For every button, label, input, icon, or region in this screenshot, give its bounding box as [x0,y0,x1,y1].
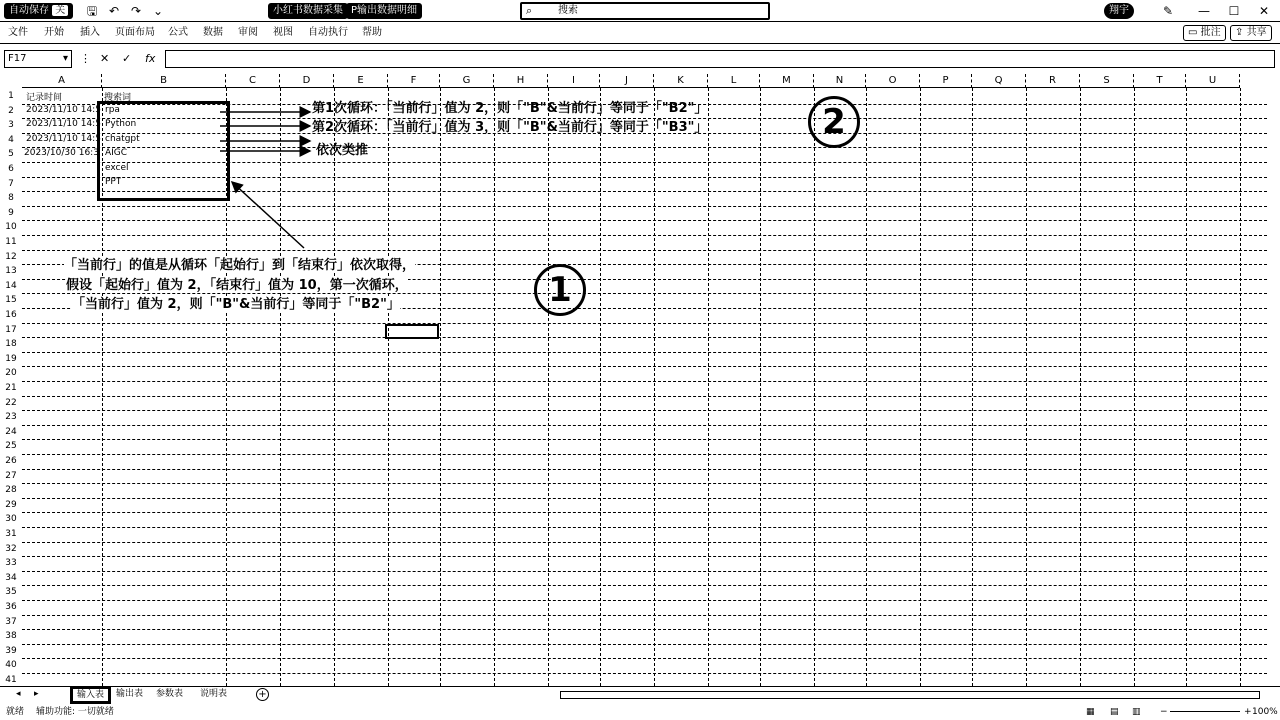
row-gridline [22,469,1267,470]
row-header[interactable]: 9 [8,207,14,218]
column-header[interactable]: C [226,74,280,88]
column-header[interactable]: B [102,74,226,88]
tab-formulas[interactable]: 公式 [168,27,188,38]
maximize-button[interactable]: ☐ [1228,4,1240,18]
row-header[interactable]: 5 [8,149,14,160]
column-gridline [972,88,973,686]
annotation-explain-1: 「当前行」的值是从循环「起始行」到「结束行」依次取得， [64,258,416,273]
row-gridline [22,483,1267,484]
cell-A4[interactable]: 2023/11/10 14:5 [26,134,101,144]
row-gridline [22,673,1267,674]
column-header[interactable]: N [814,74,866,88]
more-icon[interactable]: ⌄ [152,4,164,18]
column-gridline [920,88,921,686]
cell-B6[interactable]: excel [105,163,129,173]
row-gridline [22,615,1267,616]
column-header[interactable]: R [1026,74,1080,88]
row-gridline [22,410,1267,411]
column-header[interactable]: L [708,74,760,88]
row-gridline [22,352,1267,353]
highlight-box [97,101,230,201]
row-header[interactable]: 4 [8,134,14,145]
share-icon: ⇪ [1235,27,1244,38]
row-header[interactable]: 13 [5,266,17,277]
cell-A5[interactable]: 2023/10/30 16:3 [24,148,99,158]
tab-home[interactable]: 开始 [44,27,64,38]
row-header[interactable]: 35 [5,587,17,598]
row-gridline [22,556,1267,557]
undo-icon[interactable]: ↶ [108,4,120,18]
step-1-badge: 1 [534,264,586,316]
cell-A2[interactable]: 2023/11/10 14:5 [26,105,101,115]
column-header[interactable]: U [1186,74,1240,88]
column-header[interactable]: P [920,74,972,88]
cell-B4[interactable]: chatgpt [105,134,140,144]
row-gridline [22,439,1267,440]
normal-view-icon[interactable]: ▦ [1086,707,1095,717]
column-gridline [494,88,495,686]
row-header[interactable]: 19 [5,353,17,364]
row-header[interactable]: 18 [5,339,17,350]
row-gridline [22,629,1267,630]
row-gridline [22,206,1267,207]
chevron-down-icon: ▾ [62,53,68,64]
row-gridline [22,585,1267,586]
row-gridline [22,512,1267,513]
search-placeholder: 搜索 [558,5,578,16]
row-gridline [22,527,1267,528]
ribbon-tabs [0,22,1280,44]
column-gridline [1026,88,1027,686]
save-icon[interactable]: 🖫 [86,4,98,18]
column-gridline [708,88,709,686]
column-gridline [388,88,389,686]
row-header[interactable]: 20 [5,368,17,379]
formula-bar [0,48,1280,70]
column-gridline [600,88,601,686]
row-gridline [22,600,1267,601]
cell-B2[interactable]: rpa [105,105,120,115]
row-header[interactable]: 21 [5,383,17,393]
close-button[interactable]: ✕ [1258,4,1270,18]
row-header[interactable]: 6 [8,164,14,174]
row-gridline [22,337,1267,338]
annotation-loop-1: 第1次循环：「当前行」值为 2，则「"B"&当前行」等同于「"B2"」 [312,101,708,116]
row-header[interactable]: 15 [5,295,17,306]
column-header[interactable]: Q [972,74,1026,88]
minimize-button[interactable]: — [1198,4,1210,18]
column-gridline [334,88,335,686]
avatar-initials: 翔宇 [1109,5,1129,16]
row-header[interactable]: 25 [5,441,17,452]
file-name-secondary [346,3,422,19]
row-header[interactable]: 16 [5,310,17,320]
sheet-tab-output[interactable]: 输出表 [116,689,144,699]
tab-page-layout[interactable]: 页面布局 [115,27,155,38]
column-gridline [1080,88,1081,686]
column-gridline [654,88,655,686]
row-header[interactable]: 37 [5,616,17,627]
column-header[interactable]: D [280,74,334,88]
share-button[interactable] [1230,25,1272,41]
column-gridline [814,88,815,686]
search-input[interactable] [520,2,770,20]
column-gridline [1186,88,1187,686]
comments-button[interactable] [1183,25,1226,41]
row-header[interactable]: 38 [5,631,17,642]
formula-input[interactable] [165,50,1275,68]
insert-function-icon[interactable]: fx [145,52,156,65]
page-layout-icon[interactable]: ▤ [1110,707,1119,717]
row-header[interactable]: 3 [8,120,14,131]
row-gridline [22,381,1267,382]
cell-A1[interactable]: 记录时间 [26,93,63,103]
column-gridline [548,88,549,686]
spreadsheet-grid[interactable] [0,74,1280,686]
row-gridline [22,425,1267,426]
next-sheet-icon[interactable]: ▸ [34,689,39,699]
row-header[interactable]: 1 [8,91,14,101]
column-gridline [280,88,281,686]
row-header[interactable]: 2 [8,105,14,116]
sheet-tabs-bar [0,686,1280,704]
row-header[interactable]: 28 [5,485,17,496]
row-header[interactable]: 41 [5,675,17,685]
autosave-toggle[interactable] [4,3,73,19]
row-header[interactable]: 22 [5,397,17,408]
annotation-explain-2: 假设「起始行」值为 2，「结束行」值为 10，第一次循环， [66,278,408,293]
row-gridline [22,250,1267,251]
cancel-icon[interactable]: ✕ [100,52,110,65]
column-gridline [1240,88,1241,686]
more-options-icon[interactable]: ⋮ [80,52,91,65]
cell-B1[interactable]: 搜索词 [104,93,132,103]
row-gridline [22,293,1267,294]
cell-B7[interactable]: PPT [105,177,122,187]
cell-B5[interactable]: AIGC [105,148,128,158]
selected-cell[interactable] [385,324,439,339]
plus-icon: + [258,689,267,700]
row-gridline [22,366,1267,367]
sheet-tab-notes[interactable]: 说明表 [200,689,228,699]
zoom-level[interactable]: 100% [1252,707,1278,717]
column-header[interactable]: F [388,74,440,88]
avatar[interactable] [1104,3,1134,19]
row-header[interactable]: 12 [5,251,17,262]
autosave-state: 关 [52,5,68,16]
column-header[interactable]: O [866,74,920,88]
file-name [268,3,348,19]
confirm-icon[interactable]: ✓ [122,52,132,65]
row-header[interactable]: 39 [5,645,17,656]
column-header[interactable]: E [334,74,388,88]
column-gridline [760,88,761,686]
status-bar [0,704,1280,720]
comments-label: 批注 [1200,27,1221,38]
zoom-in-icon[interactable]: + [1244,707,1252,717]
row-header[interactable]: 36 [5,602,17,612]
comment-icon: ▭ [1188,27,1198,38]
tab-insert[interactable]: 插入 [80,27,100,38]
file-name-text: 小红书数据采集 [273,5,343,16]
zoom-slider[interactable] [1170,711,1240,712]
sheet-tab-input[interactable]: 输入表 [70,686,111,704]
sheet-tab-params[interactable]: 参数表 [156,689,184,699]
name-box[interactable] [4,50,72,68]
step-2-badge: 2 [808,96,860,148]
row-gridline [22,220,1267,221]
horizontal-scrollbar[interactable] [560,691,1260,699]
column-header[interactable]: M [760,74,814,88]
annotation-loop-2: 第2次循环：「当前行」值为 3，则「"B"&当前行」等同于「"B3"」 [312,120,708,135]
status-ready: 就绪 [6,707,25,717]
file-name-secondary-text: P输出数据明细 [351,5,418,16]
row-header[interactable]: 30 [5,514,17,525]
tab-view[interactable]: 视图 [273,27,293,38]
column-header[interactable]: K [654,74,708,88]
add-sheet-button[interactable] [256,688,269,701]
row-header[interactable]: 34 [5,572,17,583]
row-header[interactable]: 7 [8,178,14,189]
row-gridline [22,454,1267,455]
column-gridline [440,88,441,686]
column-header[interactable]: S [1080,74,1134,88]
row-header[interactable]: 10 [5,222,17,233]
search-icon: ⌕ [526,4,533,17]
annotation-explain-3: 「当前行」值为 2，则「"B"&当前行」等同于「"B2"」 [72,297,400,312]
cell-B3[interactable]: Python [105,119,137,129]
pen-icon[interactable]: ✎ [1162,4,1174,18]
row-gridline [22,396,1267,397]
row-header[interactable]: 27 [5,470,17,481]
row-header[interactable]: 29 [5,499,17,510]
row-gridline [22,323,1267,324]
page-break-icon[interactable]: ▥ [1132,707,1141,717]
row-header[interactable]: 14 [5,280,17,291]
tab-file[interactable]: 文件 [8,27,28,38]
row-header[interactable]: 40 [5,660,17,671]
column-header[interactable]: J [600,74,654,88]
row-gridline [22,644,1267,645]
row-gridline [22,542,1267,543]
accessibility-status[interactable]: 辅助功能: 一切就绪 [36,707,114,717]
row-gridline [22,498,1267,499]
column-header[interactable]: G [440,74,494,88]
title-bar [0,0,1280,22]
tab-automate[interactable]: 自动执行 [308,27,348,38]
tab-data[interactable]: 数据 [203,27,223,38]
tab-help[interactable]: 帮助 [362,27,382,38]
row-header[interactable]: 24 [5,426,17,437]
cell-A3[interactable]: 2023/11/10 14:5 [26,119,101,129]
share-label: 共享 [1246,27,1267,38]
name-box-value: F17 [8,53,27,64]
row-header[interactable]: 17 [5,324,17,335]
row-header[interactable]: 33 [5,558,17,569]
row-header[interactable]: 11 [5,237,17,247]
row-gridline [22,658,1267,659]
autosave-label: 自动保存 [9,5,49,16]
annotation-etc: 依次类推 [316,143,369,158]
prev-sheet-icon[interactable]: ◂ [16,689,21,699]
redo-icon[interactable]: ↷ [130,4,142,18]
column-gridline [1134,88,1135,686]
column-header[interactable]: H [494,74,548,88]
column-header[interactable]: A [22,74,102,88]
row-header[interactable]: 8 [8,193,14,204]
row-gridline [22,235,1267,236]
row-header[interactable]: 32 [5,543,17,554]
row-header[interactable]: 23 [5,412,17,423]
row-header[interactable]: 26 [5,456,17,466]
tab-review[interactable]: 审阅 [238,27,258,38]
zoom-out-icon[interactable]: − [1160,707,1168,717]
row-header[interactable]: 31 [5,529,17,539]
row-gridline [22,571,1267,572]
column-header[interactable]: I [548,74,600,88]
column-gridline [866,88,867,686]
column-header[interactable]: T [1134,74,1186,88]
